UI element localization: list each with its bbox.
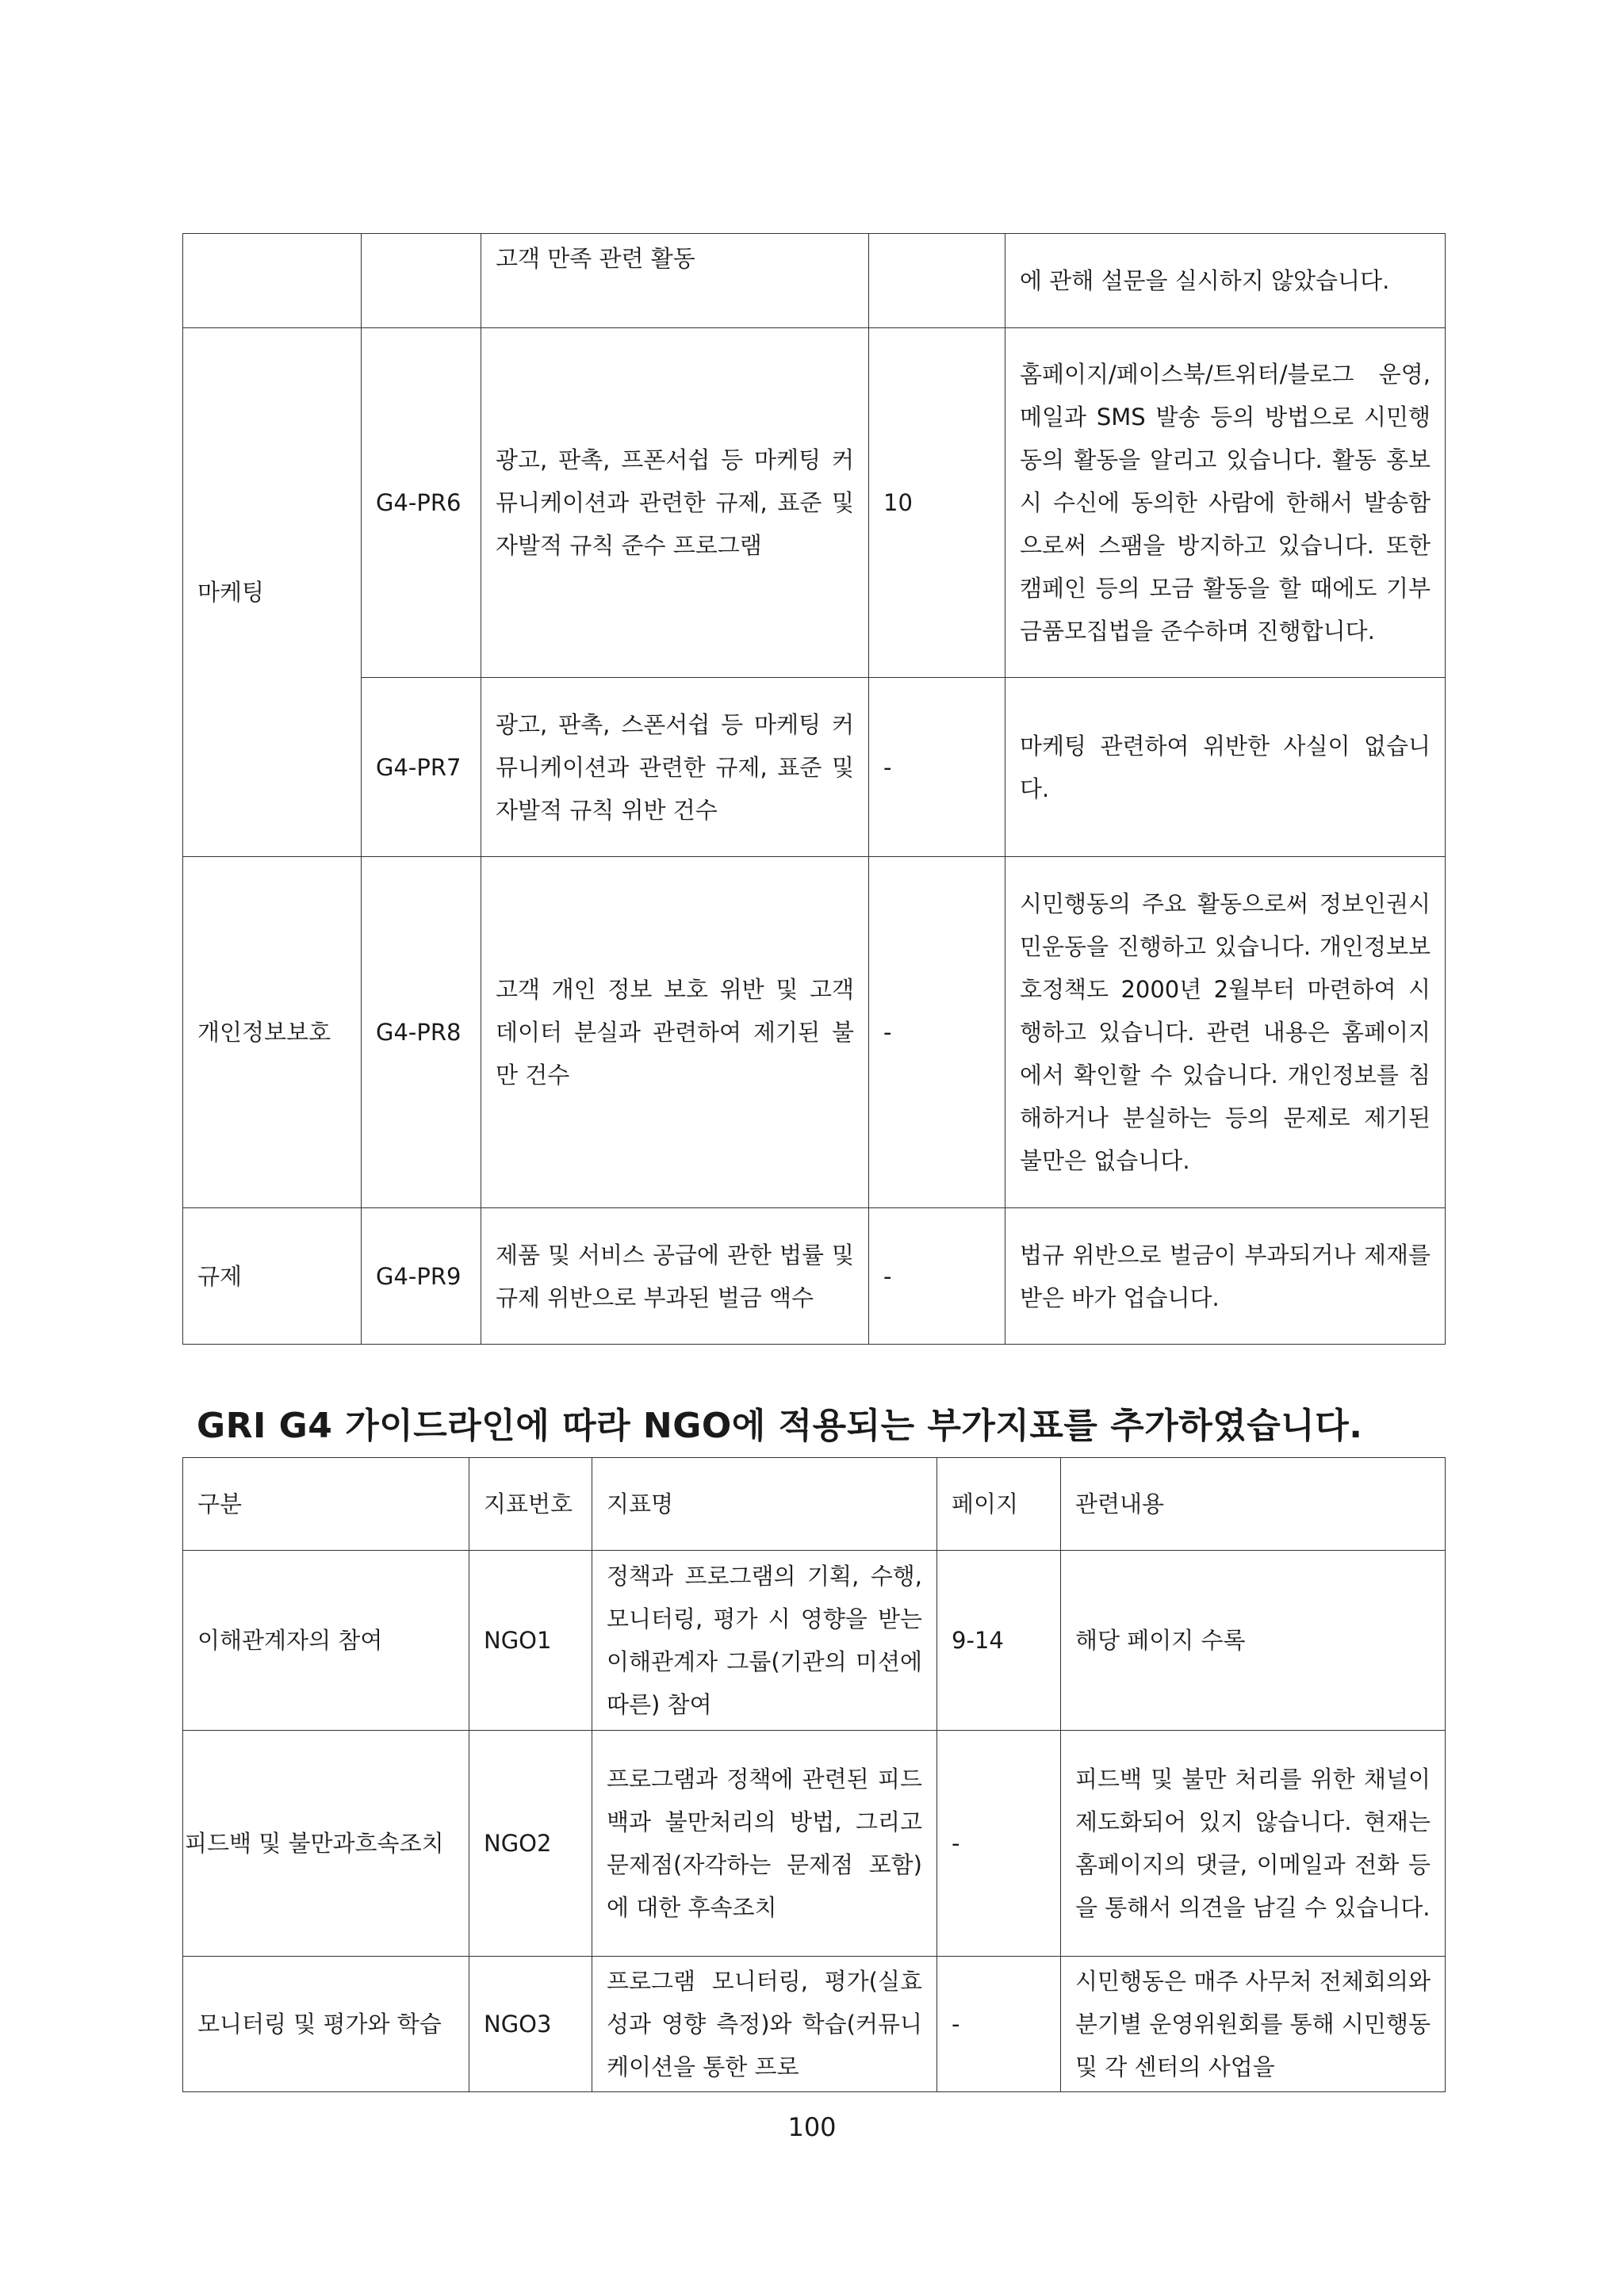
category-cell: 개인정보보호	[183, 857, 362, 1208]
page-cell: -	[869, 857, 1005, 1208]
indicator-name-cell: 제품 및 서비스 공급에 관한 법률 및 규제 위반으로 부과된 벌금 액수	[481, 1208, 869, 1345]
page-cell: -	[937, 1731, 1061, 1957]
table-header-row	[183, 1458, 1446, 1551]
page-number: 100	[787, 2112, 837, 2142]
page-cell: 9-14	[937, 1551, 1061, 1731]
page-cell: -	[869, 678, 1005, 857]
indicator-cell: G4-PR8	[362, 857, 481, 1208]
indicator-cell	[362, 234, 481, 328]
table-row	[183, 678, 1446, 857]
header-page: 페이지	[937, 1458, 1061, 1551]
category-cell: 마케팅	[183, 328, 362, 857]
indicator-name-cell: 광고, 판촉, 프폰서쉽 등 마케팅 커뮤니케이션과 관련한 규제, 표준 및 자발적 규칙 준수 프로그램	[481, 328, 869, 678]
content-cell: 법규 위반으로 벌금이 부과되거나 제재를 받은 바가 업습니다.	[1005, 1208, 1446, 1345]
page-cell: 10	[869, 328, 1005, 678]
indicator-name-cell: 고객 개인 정보 보호 위반 및 고객 데이터 분실과 관련하여 제기된 불만 건수	[481, 857, 869, 1208]
indicator-name-cell: 광고, 판촉, 스폰서쉽 등 마케팅 커뮤니케이션과 관련한 규제, 표준 및 자발적 규칙 위반 건수	[481, 678, 869, 857]
indicator-cell: G4-PR7	[362, 678, 481, 857]
header-category: 구분	[183, 1458, 469, 1551]
category-cell: 모니터링 및 평가와 학습	[183, 1957, 469, 2092]
content-cell: 홈페이지/페이스북/트위터/블로그 운영, 메일과 SMS 발송 등의 방법으로 시민행동의 활동을 알리고 있습니다. 활동 홍보 시 수신에 동의한 사람에 한해서 발송함으로써 스팸을 방지하고 있습니다. 또한 캠페인 등의 모금 활동을 할 때에도 기부금품모집법을 준수하며 진행합니다.	[1005, 328, 1446, 678]
content-cell: 해당 페이지 수록	[1061, 1551, 1446, 1731]
gri-pr-table	[182, 233, 1446, 1345]
table-row	[183, 1731, 1446, 1957]
category-cell: 피드백 및 불만과흐속조치	[183, 1731, 469, 1957]
header-name: 지표명	[592, 1458, 937, 1551]
section-heading: GRI G4 가이드라인에 따라 NGO에 적용되는 부가지표를 추가하였습니다.	[197, 1406, 1363, 1446]
category-cell: 규제	[183, 1208, 362, 1345]
table-row	[183, 1551, 1446, 1731]
category-cell: 이해관계자의 참여	[183, 1551, 469, 1731]
ngo-indicator-table	[182, 1457, 1446, 2092]
indicator-name-cell: 프로그램과 정책에 관련된 피드백과 불만처리의 방법, 그리고 문제점(자각하는 문제점 포함)에 대한 후속조치	[592, 1731, 937, 1957]
table-row	[183, 857, 1446, 1208]
content-cell: 시민행동의 주요 활동으로써 정보인권시민운동을 진행하고 있습니다. 개인정보보호정책도 2000년 2월부터 마련하여 시행하고 있습니다. 관련 내용은 홈페이지에서 확인할 수 있습니다. 개인정보를 침해하거나 분실하는 등의 문제로 제기된 불만은 없습니다.	[1005, 857, 1446, 1208]
indicator-name-cell: 정책과 프로그램의 기획, 수행, 모니터링, 평가 시 영향을 받는 이해관계자 그룹(기관의 미션에 따른) 참여	[592, 1551, 937, 1731]
indicator-name-cell: 고객 만족 관련 활동	[481, 234, 869, 328]
page-cell: -	[937, 1957, 1061, 2092]
indicator-name-cell: 프로그램 모니터링, 평가(실효성과 영향 측정)와 학습(커뮤니케이션을 통한 프로	[592, 1957, 937, 2092]
indicator-cell: NGO2	[469, 1731, 592, 1957]
header-content: 관련내용	[1061, 1458, 1446, 1551]
category-cell	[183, 234, 362, 328]
indicator-cell: NGO1	[469, 1551, 592, 1731]
content-cell: 에 관해 설문을 실시하지 않았습니다.	[1005, 234, 1446, 328]
table-row	[183, 328, 1446, 678]
table-row	[183, 234, 1446, 328]
table-row	[183, 1208, 1446, 1345]
indicator-cell: NGO3	[469, 1957, 592, 2092]
header-indicator: 지표번호	[469, 1458, 592, 1551]
indicator-cell: G4-PR9	[362, 1208, 481, 1345]
page-cell: -	[869, 1208, 1005, 1345]
content-cell: 피드백 및 불만 처리를 위한 채널이 제도화되어 있지 않습니다. 현재는 홈페이지의 댓글, 이메일과 전화 등을 통해서 의견을 남길 수 있습니다.	[1061, 1731, 1446, 1957]
content-cell: 시민행동은 매주 사무처 전체회의와 분기별 운영위원회를 통해 시민행동 및 각 센터의 사업을	[1061, 1957, 1446, 2092]
indicator-cell: G4-PR6	[362, 328, 481, 678]
page-cell	[869, 234, 1005, 328]
table-row	[183, 1957, 1446, 2092]
content-cell: 마케팅 관련하여 위반한 사실이 없습니다.	[1005, 678, 1446, 857]
